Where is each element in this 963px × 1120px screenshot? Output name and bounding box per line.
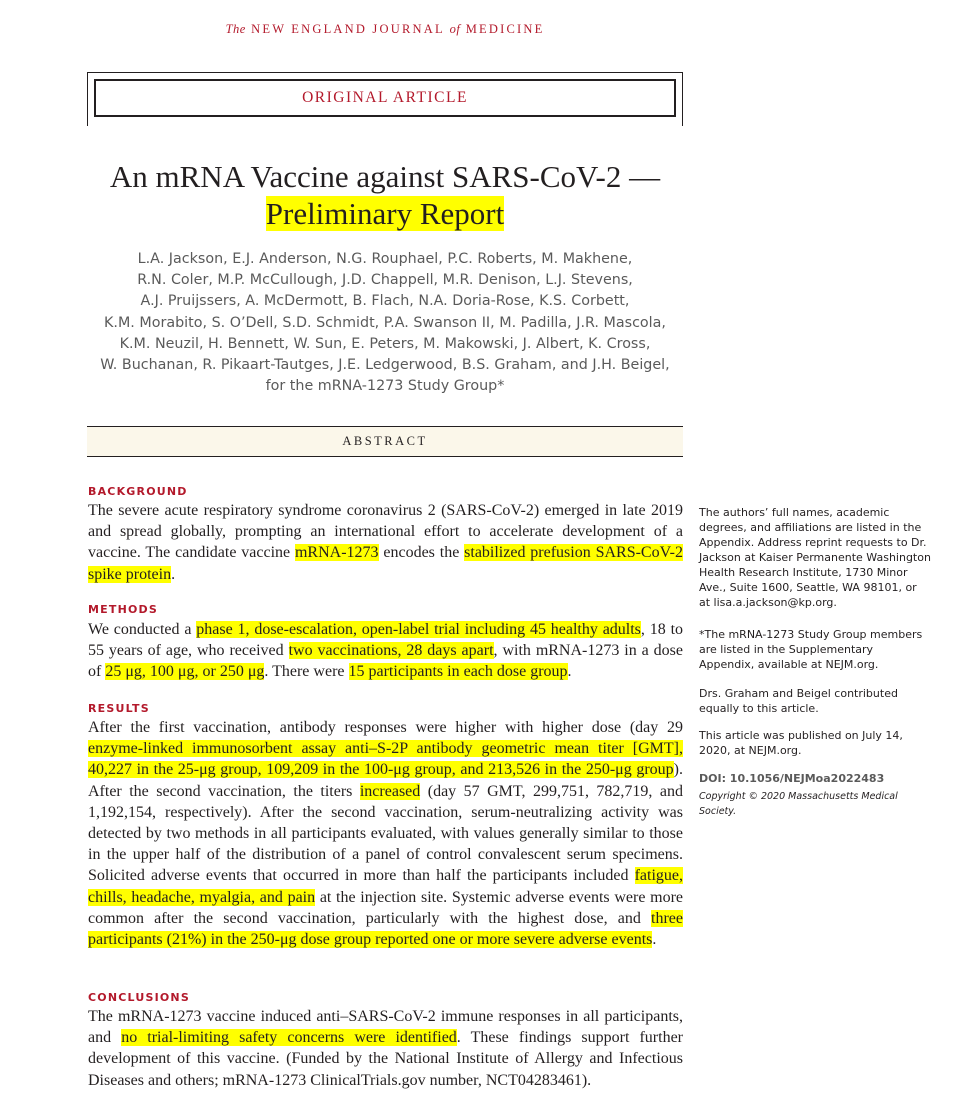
conclusions-text: The mRNA-1273 vaccine induced anti–SARS-CoV-2 immune responses in all participants, and no trial-limiting safety concerns were identified. These findings support further development of this vaccine. (Funded by the National Institute of Allergy and Infectious Diseases and others; mRNA-1273 ClinicalTrials.gov number, NCT04283461). [88, 1008, 683, 1089]
highlight: 15 participants in each dose group [348, 663, 568, 681]
results-heading: RESULTS [88, 702, 150, 715]
article-type-label: ORIGINAL ARTICLE [94, 79, 676, 117]
author-info-note: The authors’ full names, academic degrees, and affiliations are listed in the Appendix. Address reprint requests to Dr. Jackson at Kaiser Permanente Washington Health Research Institute, 1730 Minor Ave., Suite 1600, Seattle, WA 98101, or at lisa.a.jackson@kp.org. [699, 506, 931, 609]
equal-contribution-note: Drs. Graham and Beigel contributed equally to this article. [699, 687, 898, 715]
article-title [60, 158, 710, 232]
highlight: mRNA-1273 [294, 544, 379, 562]
author-line: R.N. Coler, M.P. McCullough, J.D. Chappell, M.R. Denison, L.J. Stevens, [137, 272, 633, 289]
title-line-1: An mRNA Vaccine against SARS-CoV-2 — [109, 159, 661, 194]
author-line-last [60, 376, 710, 397]
author-line: K.M. Neuzil, H. Bennett, W. Sun, E. Peters, M. Makowski, J. Albert, K. Cross, [119, 335, 651, 352]
background-text: The severe acute respiratory syndrome coronavirus 2 (SARS-CoV-2) emerged in late 2019 and spread globally, prompting an international effort to accelerate development of a vaccine. The candidate vaccine mRNA-1273 encodes the stabilized prefusion SARS-CoV-2 spike protein. [88, 502, 684, 583]
doi-link[interactable]: DOI: 10.1056/NEJMoa2022483 [699, 772, 885, 785]
abstract-header: ABSTRACT [87, 426, 683, 457]
masthead-the: The [225, 22, 246, 36]
author-list [60, 249, 710, 397]
highlight: increased [359, 782, 421, 800]
study-group-credit: for the mRNA-1273 Study Group [265, 378, 498, 395]
highlight: fatigue, chills, headache, myalgia, and pain [88, 867, 683, 906]
methods-text: We conducted a phase 1, dose-escalation, open-label trial including 45 healthy adults, 18 to 55 years of age, who received two vaccinations, 28 days apart, with mRNA-1273 in a dose of 25 μg, 100 μg, or 250 μg. There were 15 participants in each dose group. [88, 621, 684, 681]
author-line: K.M. Morabito, S. O’Dell, S.D. Schmidt, P.A. Swanson II, M. Padilla, J.R. Mascola, [104, 314, 666, 331]
highlight: enzyme-linked immunosorbent assay anti–S-2P antibody geometric mean titer [GMT], 40,227 in the 25-μg group, 109,209 in the 100-μg group, and 213,526 in the 250-μg group [88, 740, 683, 779]
highlight: phase 1, dose-escalation, open-label trial including 45 healthy adults [196, 621, 641, 638]
masthead-title-part1: NEW ENGLAND JOURNAL [251, 22, 445, 36]
background-heading: BACKGROUND [88, 485, 188, 498]
author-line: W. Buchanan, R. Pikaart-Tautges, J.E. Ledgerwood, B.S. Graham, and J.H. Beigel, [100, 357, 670, 374]
title-line-2: Preliminary Report [265, 196, 505, 231]
highlight: two vaccinations, 28 days apart [288, 642, 494, 660]
study-group-note: *The mRNA-1273 Study Group members are listed in the Supplementary Appendix, available at NEJM.org. [699, 628, 923, 671]
author-line: A.J. Pruijssers, A. McDermott, B. Flach, N.A. Doria-Rose, K.S. Corbett, [140, 293, 630, 310]
publication-date-note: This article was published on July 14, 2020, at NEJM.org. [699, 729, 903, 757]
highlight: 25 μg, 100 μg, or 250 μg [105, 663, 265, 681]
study-group-footnote-marker: * [497, 378, 505, 395]
author-line: L.A. Jackson, E.J. Anderson, N.G. Rouphael, P.C. Roberts, M. Makhene, [137, 251, 633, 267]
masthead-of: of [449, 22, 461, 36]
journal-masthead [0, 22, 770, 37]
highlight: three participants (21%) in the 250-μg dose group reported one or more severe adverse events [88, 909, 683, 949]
conclusions-heading: CONCLUSIONS [88, 991, 190, 1004]
article-type-frame [87, 72, 683, 126]
highlight: no trial-limiting safety concerns were identified [121, 1029, 457, 1047]
copyright-note: Copyright © 2020 Massachusetts Medical Society. [699, 791, 898, 817]
highlight: stabilized prefusion SARS-CoV-2 spike protein [88, 544, 684, 583]
masthead-title-part2: MEDICINE [465, 22, 545, 36]
results-text: After the first vaccination, antibody responses were higher with higher dose (day 29 enzyme-linked immunosorbent assay anti–S-2P antibody geometric mean titer [GMT], 40,227 in the 25-μg group, 109,209 in the 100-μg group, and 213,526 in the 250-μg group). After the second vaccination, the titers increased (day 57 GMT, 299,751, 782,719, and 1,192,154, respectively). After the second vaccination, serum-neutralizing activity was detected by two methods in all participants evaluated, with values generally similar to those in the upper half of the distribution of a panel of control convalescent serum specimens. Solicited adverse events that occurred in more than half the participants included fatigue, chills, headache, myalgia, and pain at the injection site. Systemic adverse events were more common after the second vaccination, particularly with the highest dose, and three participants (21%) in the 250-μg dose group reported one or more severe adverse events. [88, 719, 684, 949]
methods-heading: METHODS [88, 603, 158, 616]
